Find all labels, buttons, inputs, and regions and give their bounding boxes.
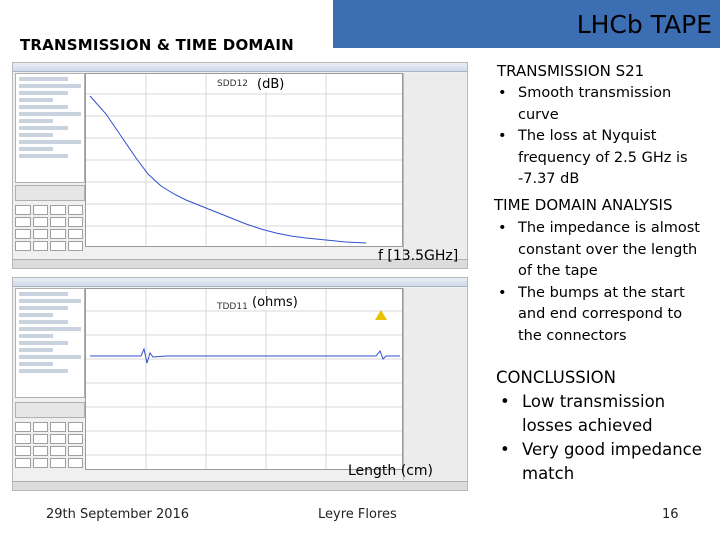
time-domain-bullet: • The impedance is almost constant over the length of the tape <box>496 218 708 283</box>
section-title: TRANSMISSION & TIME DOMAIN <box>20 36 294 54</box>
bottom-plot-y-label: (ohms) <box>252 295 298 310</box>
time-domain-bullets <box>496 218 708 347</box>
conclusion-bullet: • Low transmission losses achieved <box>496 390 711 438</box>
right-info-panel <box>403 288 466 480</box>
control-box <box>15 402 85 418</box>
sdd12-plot-svg <box>86 74 402 246</box>
header-bar <box>333 0 720 48</box>
transmission-bullet: • Smooth transmission curve <box>496 83 708 126</box>
footer-date: 29th September 2016 <box>46 507 190 522</box>
transmission-trace <box>90 96 366 243</box>
tree-panel <box>15 73 85 183</box>
control-box <box>15 185 85 201</box>
tdd11-plot-svg <box>86 289 402 469</box>
footer-author: Leyre Flores <box>318 507 397 522</box>
top-plot-x-label: f [13.5GHz] <box>378 248 459 264</box>
impedance-trace <box>90 349 400 363</box>
parameter-grid <box>15 205 83 251</box>
parameter-grid <box>15 422 83 468</box>
bottom-plot-x-label: Length (cm) <box>348 463 433 479</box>
screenshot-time-domain <box>12 277 468 491</box>
toolbar <box>13 278 467 287</box>
tree-panel <box>15 288 85 398</box>
sdd12-tag: SDD12 <box>217 79 249 89</box>
footer-page-number: 16 <box>662 507 679 522</box>
toolbar <box>13 63 467 72</box>
plot-area-tdd11 <box>85 288 403 470</box>
right-info-panel <box>403 73 466 258</box>
warning-icon <box>375 310 387 320</box>
conclusion-heading: CONCLUSSION <box>496 368 616 387</box>
conclusion-bullet: • Very good impedance match <box>496 438 711 486</box>
status-bar <box>13 481 467 490</box>
transmission-bullets <box>496 83 708 191</box>
tdd11-tag: TDD11 <box>217 302 248 312</box>
time-domain-heading: TIME DOMAIN ANALYSIS <box>494 196 673 214</box>
transmission-bullet: • The loss at Nyquist frequency of 2.5 GHz is -7.37 dB <box>496 126 708 191</box>
screenshot-transmission <box>12 62 468 269</box>
conclusion-block <box>496 366 711 486</box>
header-title: LHCb TAPE <box>576 10 712 39</box>
top-plot-y-label: (dB) <box>257 77 285 92</box>
transmission-heading: TRANSMISSION S21 <box>497 62 645 80</box>
time-domain-bullet: • The bumps at the start and end correspond to the connectors <box>496 283 708 348</box>
plot-area-sdd12 <box>85 73 403 247</box>
